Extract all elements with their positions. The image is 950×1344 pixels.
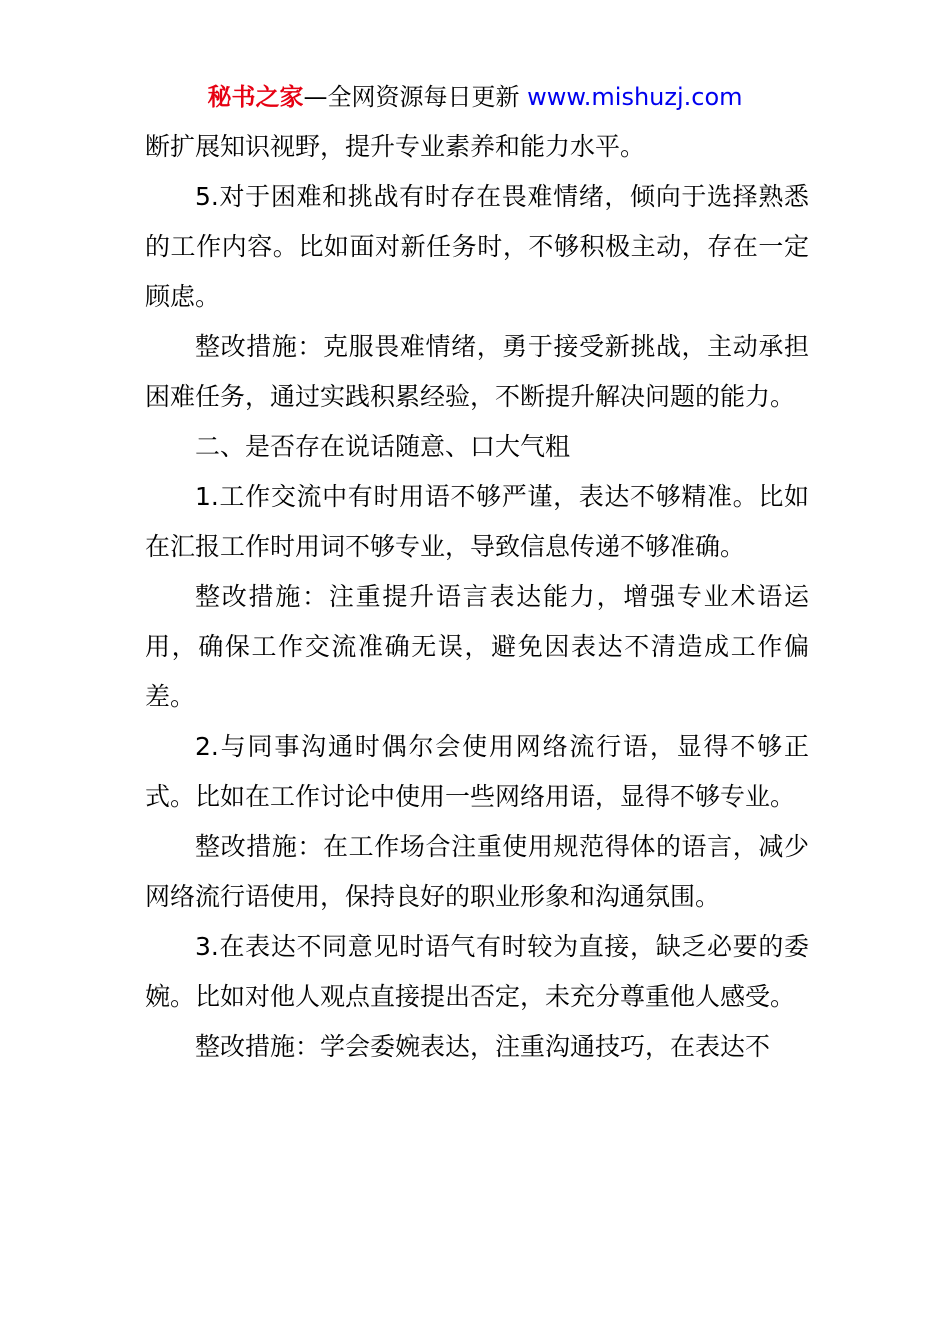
paragraph-item-3: 3.在表达不同意见时语气有时较为直接，缺乏必要的委婉。比如对他人观点直接提出否定，未充分尊重他人感受。 <box>145 932 809 1011</box>
site-url-link[interactable]: www.mishuzj.com <box>527 83 743 111</box>
paragraph-measure-5: 整改措施：克服畏难情绪，勇于接受新挑战，主动承担困难任务，通过实践积累经验，不断提升解决问题的能力。 <box>145 332 809 411</box>
paragraph-measure-3: 整改措施：学会委婉表达，注重沟通技巧，在表达不 <box>195 1032 771 1061</box>
site-tagline: —全网资源每日更新 <box>303 83 520 111</box>
section-heading-2: 二、是否存在说话随意、口大气粗 <box>195 432 571 461</box>
site-brand: 秘书之家 <box>207 83 304 111</box>
site-header <box>0 80 950 114</box>
paragraph-item-5: 5.对于困难和挑战有时存在畏难情绪，倾向于选择熟悉的工作内容。比如面对新任务时，不够积极主动，存在一定顾虑。 <box>145 182 809 311</box>
document-body <box>145 122 809 1072</box>
paragraph-item-1: 1.工作交流中有时用语不够严谨，表达不够精准。比如在汇报工作时用词不够专业，导致信息传递不够准确。 <box>145 482 809 561</box>
paragraph-continued: 断扩展知识视野，提升专业素养和能力水平。 <box>145 132 646 161</box>
paragraph-item-2: 2.与同事沟通时偶尔会使用网络流行语，显得不够正式。比如在工作讨论中使用一些网络用语，显得不够专业。 <box>145 732 809 811</box>
paragraph-measure-1: 整改措施：注重提升语言表达能力，增强专业术语运用，确保工作交流准确无误，避免因表达不清造成工作偏差。 <box>145 582 809 711</box>
paragraph-measure-2: 整改措施：在工作场合注重使用规范得体的语言，减少网络流行语使用，保持良好的职业形象和沟通氛围。 <box>145 832 809 911</box>
